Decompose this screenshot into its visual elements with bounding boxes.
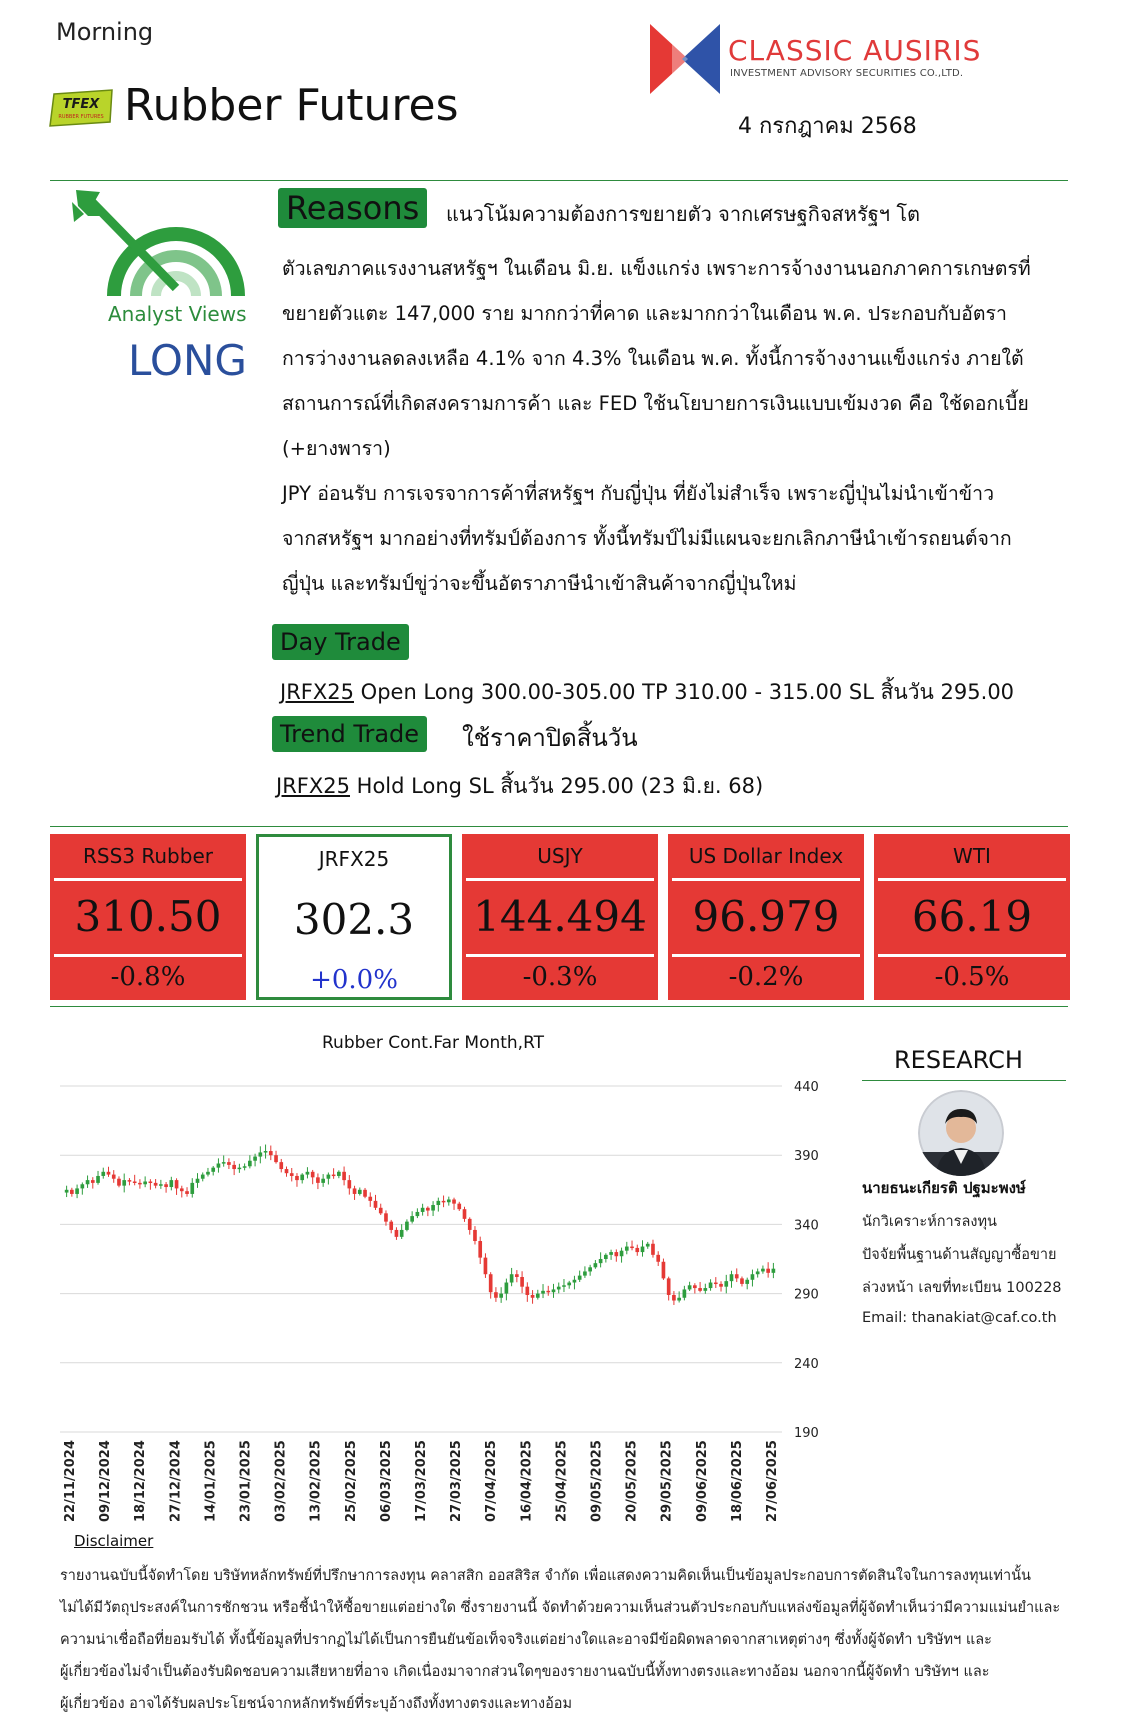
candle-body — [117, 1179, 121, 1186]
candle-body — [703, 1288, 707, 1291]
candle-body — [541, 1291, 545, 1294]
y-tick-label: 240 — [794, 1356, 819, 1372]
candle-body — [463, 1209, 467, 1219]
research-divider — [862, 1080, 1066, 1081]
reason-line: (+ยางพารา) — [282, 437, 391, 460]
candle-body — [698, 1288, 702, 1291]
trend-trade-tag: Trend Trade — [272, 716, 427, 752]
quote-divider — [466, 954, 654, 957]
candle-body — [719, 1284, 723, 1287]
candle-body — [363, 1190, 367, 1197]
candle-body — [327, 1175, 331, 1179]
candle-body — [138, 1183, 142, 1185]
candle-body — [232, 1165, 236, 1169]
candle-body — [400, 1230, 404, 1237]
candle-body — [688, 1285, 692, 1289]
candle-body — [358, 1190, 362, 1194]
candle-body — [211, 1168, 215, 1172]
candle-body — [159, 1184, 163, 1186]
candle-body — [321, 1179, 325, 1183]
candle-body — [730, 1274, 734, 1281]
trend-trade-plan — [276, 770, 763, 803]
candle-body — [143, 1181, 147, 1184]
quote-value: 302.3 — [293, 895, 415, 944]
quote-box-wti — [874, 834, 1070, 1000]
brand-name: CLASSIC AUSIRIS — [728, 34, 982, 67]
x-tick-label: 03/02/2025 — [273, 1440, 289, 1522]
candle-body — [567, 1283, 571, 1286]
disclaimer-line: ความน่าเชื่อถือที่ยอมรับได้ ทั้งนี้ข้อมูลที่ปรากฏไม่ได้เป็นการยืนยันข้อเท็จจริงแต่อย่างใดและอาจมีข้อผิดพลาดจากสาเหตุต่างๆ ซึ่งทั้งผู้จัดทำ บริษัทฯ และ — [60, 1632, 992, 1648]
quote-change: -0.3% — [522, 962, 598, 992]
candle-body — [316, 1177, 320, 1183]
candle-body — [285, 1169, 289, 1173]
candle-body — [604, 1255, 608, 1259]
candle-body — [185, 1191, 189, 1194]
reason-line: จากสหรัฐฯ มากอย่างที่ทรัมป์ต้องการ ทั้งนี้ทรัมป์ไม่มีแผนจะยกเลิกภาษีนำเข้ารถยนต์จาก — [282, 527, 1012, 550]
candle-body — [342, 1172, 346, 1180]
quote-divider — [466, 878, 654, 881]
disclaimer-line: ผู้เกี่ยวข้องไม่จำเป็นต้องรับผิดชอบความเสียหายที่อาจ เกิดเนื่องมาจากส่วนใดๆของรายงานฉบับนี้ทั้งทางตรงและทางอ้อม นอกจากนี้ผู้จัดทำ บริษัทฯ และ — [60, 1664, 990, 1680]
quote-change: +0.0% — [310, 965, 398, 995]
page-title: Rubber Futures — [124, 80, 459, 131]
candle-body — [164, 1184, 168, 1187]
candle-body — [452, 1199, 456, 1203]
reason-line: สถานการณ์ที่เกิดสงครามการค้า และ FED ใช้นโยบายการเงินแบบเข้มงวด คือ ใช้ดอกเบี้ย — [282, 392, 1029, 415]
quote-divider — [54, 954, 242, 957]
candle-body — [91, 1180, 95, 1183]
candle-body — [651, 1244, 655, 1255]
candle-body — [442, 1201, 446, 1203]
classic-ausiris-logo — [650, 24, 720, 94]
x-tick-label: 14/01/2025 — [203, 1440, 219, 1522]
quote-change: -0.5% — [934, 962, 1010, 992]
candle-body — [641, 1247, 645, 1253]
candle-body — [510, 1274, 514, 1282]
quote-box-rss3 — [50, 834, 246, 1000]
candle-body — [494, 1292, 498, 1298]
quote-divider — [878, 954, 1066, 957]
candle-body — [128, 1180, 132, 1182]
quote-divider — [672, 954, 860, 957]
candle-body — [248, 1161, 252, 1167]
trend-trade-note: ใช้ราคาปิดสิ้นวัน — [462, 724, 638, 752]
candle-body — [656, 1255, 660, 1262]
candle-body — [620, 1251, 624, 1257]
quotes-bottom-divider — [50, 1006, 1068, 1007]
candle-body — [347, 1180, 351, 1188]
candle-body — [436, 1201, 440, 1205]
tfex-logo — [48, 88, 116, 128]
candle-body — [594, 1263, 598, 1267]
y-tick-label: 390 — [794, 1149, 819, 1165]
candle-body — [751, 1274, 755, 1280]
quote-value: 144.494 — [473, 892, 647, 941]
x-tick-label: 17/03/2025 — [414, 1440, 429, 1522]
candle-body — [332, 1175, 336, 1177]
x-tick-label: 25/04/2025 — [554, 1440, 570, 1522]
y-tick-label: 440 — [794, 1080, 819, 1095]
disclaimer-line: รายงานฉบับนี้จัดทำโดย บริษัทหลักทรัพย์ที่ปรึกษาการลงทุน คลาสสิก ออสสิริส จำกัด เพื่อแสดงความคิดเห็นเป็นข้อมูลประกอบการตัดสินใจในการลงทุนเท่านั้น — [60, 1568, 1031, 1584]
x-tick-label: 22/11/2024 — [63, 1440, 78, 1522]
disclaimer-line: ผู้เกี่ยวข้อง อาจได้รับผลประโยชน์จากหลักทรัพย์ที่ระบุอ้างถึงทั้งทางตรงและทางอ้อม — [60, 1696, 573, 1712]
tfex-logo-text: TFEX — [62, 97, 100, 112]
candle-body — [410, 1216, 414, 1222]
candle-body — [625, 1247, 629, 1251]
candle-body — [206, 1172, 210, 1175]
brand-subtitle: INVESTMENT ADVISORY SECURITIES CO.,LTD. — [730, 68, 964, 79]
candle-body — [107, 1172, 111, 1175]
candle-body — [337, 1172, 341, 1176]
candle-body — [175, 1180, 179, 1188]
candle-body — [217, 1164, 221, 1168]
candle-body — [80, 1184, 84, 1188]
trend-trade-plan-text: Hold Long SL สิ้นวัน 295.00 (23 มิ.ย. 68) — [349, 774, 764, 798]
candle-body — [405, 1222, 409, 1230]
trend-trade-symbol: JRFX25 — [276, 774, 350, 798]
x-tick-label: 18/06/2025 — [729, 1440, 745, 1522]
candle-body — [269, 1151, 273, 1155]
candle-body — [101, 1172, 105, 1176]
reason-line: การว่างงานลดลงเหลือ 4.1% จาก 4.3% ในเดือน พ.ค. ทั้งนี้การจ้างงานแข็งแกร่ง ภายใต้ — [282, 347, 1024, 370]
x-tick-label: 25/02/2025 — [343, 1440, 359, 1522]
analyst-info-line: ปัจจัยพื้นฐานด้านสัญญาซื้อขาย — [862, 1247, 1057, 1263]
candle-body — [677, 1298, 681, 1301]
analyst-info-line: นักวิเคราะห์การลงทุน — [862, 1214, 997, 1230]
candle-body — [290, 1173, 294, 1176]
candle-body — [662, 1262, 666, 1279]
x-tick-label: 09/12/2024 — [98, 1440, 114, 1522]
candle-body — [65, 1190, 69, 1193]
analyst-name: นายธนะเกียรติ ปฐมะพงษ์ — [862, 1179, 1026, 1197]
candle-body — [562, 1285, 566, 1287]
candle-body — [457, 1204, 461, 1210]
candle-body — [672, 1295, 676, 1301]
candle-body — [227, 1162, 231, 1165]
candle-body — [379, 1208, 383, 1214]
candle-body — [761, 1269, 765, 1272]
candle-body — [484, 1258, 488, 1275]
candle-body — [86, 1180, 90, 1184]
reason-line: ขยายตัวแตะ 147,000 ราย มากกว่าที่คาด และมากกว่าในเดือน พ.ค. ประกอบกับอัตรา — [282, 302, 1007, 325]
x-tick-label: 16/04/2025 — [519, 1440, 535, 1522]
candle-body — [122, 1180, 126, 1186]
candle-body — [536, 1294, 540, 1298]
report-date: 4 กรกฎาคม 2568 — [738, 114, 917, 139]
quote-change: -0.2% — [728, 962, 804, 992]
quote-name: RSS3 Rubber — [83, 844, 213, 868]
quote-change: -0.8% — [110, 962, 186, 992]
candle-body — [520, 1277, 524, 1287]
candle-body — [133, 1181, 137, 1183]
candle-body — [499, 1294, 503, 1298]
candle-body — [180, 1188, 184, 1191]
day-trade-plan — [280, 676, 1014, 709]
candle-body — [646, 1244, 650, 1247]
quotes-top-divider — [50, 826, 1068, 827]
reason-line: ตัวเลขภาคแรงงานสหรัฐฯ ในเดือน มิ.ย. แข็งแกร่ง เพราะการจ้างงานนอกภาคการเกษตรที่ — [282, 257, 1031, 280]
y-tick-label: 290 — [794, 1287, 819, 1303]
candle-body — [635, 1248, 639, 1252]
candle-body — [630, 1247, 634, 1249]
quote-divider — [54, 878, 242, 881]
x-tick-label: 06/03/2025 — [378, 1440, 394, 1522]
candle-body — [766, 1269, 770, 1273]
candle-body — [683, 1289, 687, 1297]
quote-name: JRFX25 — [318, 847, 390, 871]
candle-body — [745, 1280, 749, 1284]
x-tick-label: 23/01/2025 — [238, 1440, 254, 1522]
analyst-stance: LONG — [128, 336, 247, 385]
candle-body — [201, 1175, 205, 1179]
candle-body — [169, 1180, 173, 1187]
candle-body — [667, 1278, 671, 1295]
y-tick-label: 340 — [794, 1218, 819, 1234]
candle-body — [573, 1280, 577, 1283]
candle-body — [724, 1281, 728, 1287]
candle-body — [70, 1190, 74, 1194]
candle-body — [279, 1162, 283, 1169]
candle-body — [353, 1188, 357, 1194]
candle-body — [468, 1219, 472, 1230]
candle-body — [525, 1287, 529, 1295]
candle-body — [772, 1269, 776, 1273]
candle-body — [421, 1208, 425, 1212]
x-tick-label: 07/04/2025 — [484, 1440, 500, 1522]
x-tick-label: 20/05/2025 — [624, 1440, 640, 1522]
quote-divider — [672, 878, 860, 881]
header-divider — [50, 180, 1068, 181]
candle-body — [368, 1197, 372, 1201]
candle-body — [196, 1179, 200, 1183]
x-tick-label: 29/05/2025 — [659, 1440, 675, 1522]
quote-box-usjy — [462, 834, 658, 1000]
candle-body — [149, 1181, 153, 1183]
candle-body — [395, 1230, 399, 1237]
candle-body — [295, 1176, 299, 1180]
day-trade-plan-text: Open Long 300.00-305.00 TP 310.00 - 315.00 SL สิ้นวัน 295.00 — [353, 680, 1015, 704]
candle-body — [253, 1157, 257, 1161]
candle-body — [306, 1172, 310, 1175]
disclaimer-title: Disclaimer — [74, 1532, 154, 1550]
x-tick-label: 09/05/2025 — [589, 1440, 605, 1522]
disclaimer-line: ไม่ได้มีวัตถุประสงค์ในการชักชวน หรือชี้นำให้ซื้อขายแต่อย่างใด ซึ่งรายงานนี้ จัดทำด้วยความเห็นส่วนตัวประกอบกับแหล่งข้อมูลที่ผู้จัดทำเห็นว่ามีความแม่นยำและ — [60, 1600, 1061, 1616]
candle-body — [609, 1252, 613, 1255]
candle-body — [222, 1162, 226, 1164]
candle-body — [693, 1285, 697, 1288]
quote-divider — [878, 878, 1066, 881]
rubber-price-chart — [50, 1070, 870, 1530]
candle-body — [311, 1172, 315, 1178]
candle-body — [557, 1287, 561, 1290]
tfex-logo-sub: RUBBER FUTURES — [58, 114, 104, 120]
candle-body — [75, 1188, 79, 1194]
candle-body — [735, 1274, 739, 1278]
candle-body — [374, 1201, 378, 1208]
quote-value: 310.50 — [74, 892, 222, 941]
analyst-email: Email: thanakiat@caf.co.th — [862, 1310, 1057, 1326]
quote-box-jrfx25 — [256, 834, 452, 1000]
day-trade-symbol: JRFX25 — [280, 680, 354, 704]
reason-line: ญี่ปุ่น และทรัมป์ขู่ว่าจะขึ้นอัตราภาษีนำเข้าสินค้าจากญี่ปุ่นใหม่ — [282, 572, 797, 595]
candle-body — [426, 1208, 430, 1211]
candle-body — [416, 1212, 420, 1216]
candle-body — [505, 1283, 509, 1294]
candle-body — [478, 1241, 482, 1258]
quote-name: WTI — [953, 844, 991, 868]
candle-body — [264, 1151, 268, 1153]
candle-body — [740, 1278, 744, 1284]
x-tick-label: 27/06/2025 — [765, 1440, 780, 1522]
candle-body — [473, 1230, 477, 1241]
candle-body — [709, 1283, 713, 1289]
analyst-avatar — [918, 1090, 1004, 1176]
reason-line: JPY อ่อนรับ การเจรจาการค้าที่สหรัฐฯ กับญี่ปุ่น ที่ยังไม่สำเร็จ เพราะญี่ปุ่นไม่นำเข้าข้าว — [282, 482, 995, 505]
candle-body — [447, 1199, 451, 1202]
candle-body — [552, 1289, 556, 1292]
chart-title: Rubber Cont.Far Month,RT — [322, 1033, 545, 1053]
candle-body — [531, 1295, 535, 1298]
candle-body — [578, 1276, 582, 1280]
candle-body — [96, 1176, 100, 1183]
candle-body — [431, 1205, 435, 1211]
candle-body — [238, 1168, 242, 1170]
candle-body — [583, 1271, 587, 1275]
candle-body — [258, 1152, 262, 1156]
candle-body — [190, 1183, 194, 1194]
candle-body — [714, 1283, 718, 1285]
quote-value: 66.19 — [911, 892, 1033, 941]
candle-body — [515, 1274, 519, 1277]
reasons-tag: Reasons — [278, 188, 427, 228]
candle-body — [546, 1291, 550, 1293]
x-tick-label: 09/06/2025 — [694, 1440, 710, 1522]
candle-body — [300, 1175, 304, 1181]
quote-box-dollar-index — [668, 834, 864, 1000]
x-tick-label: 18/12/2024 — [133, 1440, 149, 1522]
quote-value: 96.979 — [692, 892, 840, 941]
x-tick-label: 27/03/2025 — [449, 1440, 465, 1522]
quote-name: US Dollar Index — [688, 844, 844, 868]
candle-body — [489, 1274, 493, 1292]
quote-name: USJY — [537, 844, 583, 868]
candle-body — [154, 1183, 158, 1186]
y-tick-label: 190 — [794, 1426, 819, 1441]
analyst-views-label: Analyst Views — [108, 302, 247, 326]
analyst-info-line: ล่วงหน้า เลขที่ทะเบียน 100228 — [862, 1280, 1062, 1296]
candle-body — [384, 1213, 388, 1221]
candle-body — [243, 1166, 247, 1168]
candle-body — [599, 1259, 603, 1263]
x-tick-label: 13/02/2025 — [308, 1440, 324, 1522]
candle-body — [614, 1252, 618, 1256]
x-tick-label: 27/12/2024 — [168, 1440, 184, 1522]
candle-body — [112, 1175, 116, 1179]
day-trade-tag: Day Trade — [272, 624, 409, 660]
candle-body — [756, 1271, 760, 1274]
research-heading: RESEARCH — [894, 1046, 1023, 1074]
edition-label: Morning — [56, 18, 154, 46]
candle-body — [389, 1222, 393, 1230]
candle-body — [274, 1155, 278, 1162]
reasons-headline: แนวโน้มความต้องการขยายตัว จากเศรษฐกิจสหรัฐฯ โต — [446, 202, 921, 226]
candle-body — [588, 1267, 592, 1271]
